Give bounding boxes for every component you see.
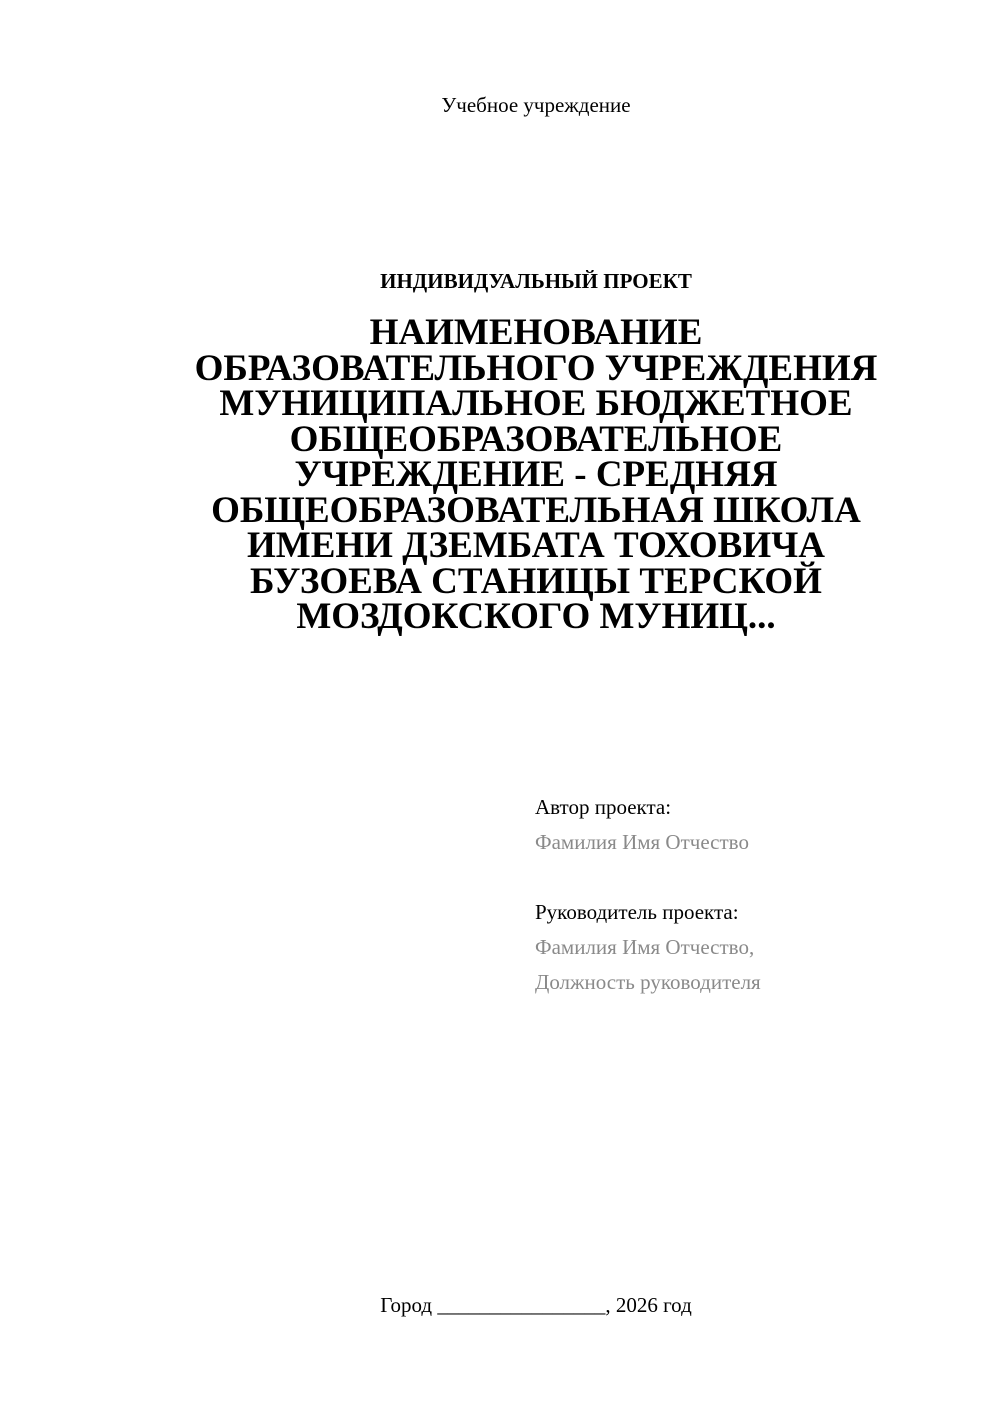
title-line: МОЗДОКСКОГО МУНИЦ...	[296, 596, 776, 637]
spacer	[535, 860, 955, 895]
title-line: ОБЩЕОБРАЗОВАТЕЛЬНОЕ	[289, 418, 783, 460]
title-line: НАИМЕНОВАНИЕ	[369, 312, 703, 353]
supervisor-label: Руководитель проекта:	[535, 900, 739, 924]
title-line: МУНИЦИПАЛЬНОЕ БЮДЖЕТНОЕ	[219, 383, 853, 424]
project-type-heading: ИНДИВИДУАЛЬНЫЙ ПРОЕКТ	[380, 269, 692, 293]
title-line: УЧРЕЖДЕНИЕ - СРЕДНЯЯ	[294, 454, 778, 495]
supervisor-position-placeholder: Должность руководителя	[535, 970, 761, 994]
project-title	[0, 312, 1000, 637]
author-name-placeholder: Фамилия Имя Отчество	[535, 830, 749, 854]
institution-name: Учебное учреждение	[441, 93, 631, 117]
title-line: БУЗОЕВА СТАНИЦЫ ТЕРСКОЙ	[250, 560, 822, 602]
city-year-footer: Город ________________, 2026 год	[380, 1293, 692, 1317]
title-line: ОБЩЕОБРАЗОВАТЕЛЬНАЯ ШКОЛА	[211, 489, 861, 531]
author-label: Автор проекта:	[535, 795, 672, 819]
authors-block	[535, 790, 955, 1000]
supervisor-name-placeholder: Фамилия Имя Отчество,	[535, 935, 755, 959]
title-line: ОБРАЗОВАТЕЛЬНОГО УЧРЕЖДЕНИЯ	[194, 347, 878, 389]
title-line: ИМЕНИ ДЗЕМБАТА ТОХОВИЧА	[247, 525, 825, 566]
